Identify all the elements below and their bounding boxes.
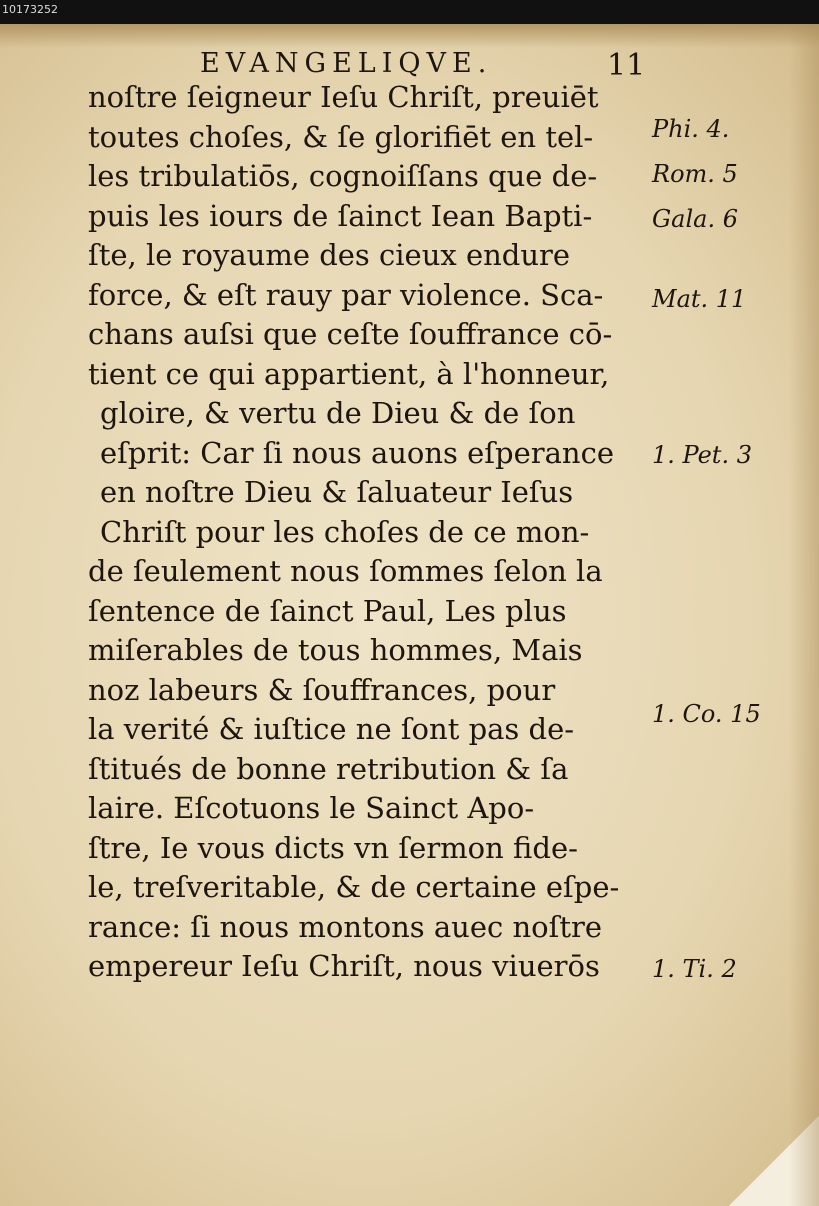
text-line: miſerables de tous hommes, Mais bbox=[88, 633, 583, 667]
catalog-id: 10173252 bbox=[2, 3, 58, 16]
text-line: chans auſsi que ceſte ſouffrance cō- bbox=[88, 317, 613, 351]
text-line: Chriſt pour les choſes de ce mon- bbox=[100, 514, 590, 549]
text-line: puis les iours de ſainct Iean Bapti- bbox=[88, 198, 593, 233]
marginal-note: Mat. 11 bbox=[652, 285, 747, 313]
text-line: ſtre, Ie vous dicts vn ſermon fide- bbox=[88, 830, 578, 865]
top-bar bbox=[0, 0, 819, 24]
page-number: 11 bbox=[607, 48, 646, 83]
text-line: rance: ſi nous montons auec noſtre bbox=[88, 909, 603, 944]
text-line: gloire, & vertu de Dieu & de ſon bbox=[100, 396, 576, 430]
text-line: eſprit: Car ſi nous auons eſperance bbox=[100, 435, 614, 470]
running-head: EVANGELIQVE. bbox=[200, 48, 493, 79]
text-line: ſentence de ſainct Paul, Les plus bbox=[88, 593, 567, 628]
text-line: ſtitués de bonne retribution & ſa bbox=[88, 751, 569, 786]
text-line: noſtre ſeigneur Ieſu Chriſt, preuiēt bbox=[88, 80, 599, 114]
text-line: ſte, le royaume des cieux endure bbox=[88, 238, 571, 272]
text-line: tient ce qui appartient, à l'honneur, bbox=[88, 356, 610, 391]
text-line: les tribulatiōs, cognoiſſans que de- bbox=[88, 159, 598, 193]
text-line: empereur Ieſu Chriſt, nous viuerōs bbox=[88, 949, 600, 983]
marginal-note: Phi. 4. bbox=[652, 115, 730, 143]
body-text bbox=[88, 78, 648, 987]
text-line: laire. Eſcotuons le Sainct Apo- bbox=[88, 791, 535, 825]
text-line: noz labeurs & ſouffrances, pour bbox=[88, 672, 556, 707]
marginal-note: 1. Pet. 3 bbox=[652, 441, 752, 469]
text-line: en noſtre Dieu & ſaluateur Ieſus bbox=[100, 475, 574, 509]
text-line: de ſeulement nous ſommes ſelon la bbox=[88, 554, 603, 588]
marginal-note: Rom. 5 bbox=[652, 160, 738, 188]
text-line: la verité & iuſtice ne ſont pas de- bbox=[88, 712, 575, 746]
marginal-note: 1. Co. 15 bbox=[652, 700, 761, 728]
page-corner-fold bbox=[729, 1116, 819, 1206]
text-line: le, treſveritable, & de certaine eſpe- bbox=[88, 870, 620, 904]
marginal-note: Gala. 6 bbox=[652, 205, 738, 233]
marginal-note: 1. Ti. 2 bbox=[652, 955, 737, 983]
text-line: force, & eſt rauy par violence. Sca- bbox=[88, 277, 604, 312]
text-line: toutes choſes, & ſe glorifiēt en tel- bbox=[88, 119, 594, 154]
